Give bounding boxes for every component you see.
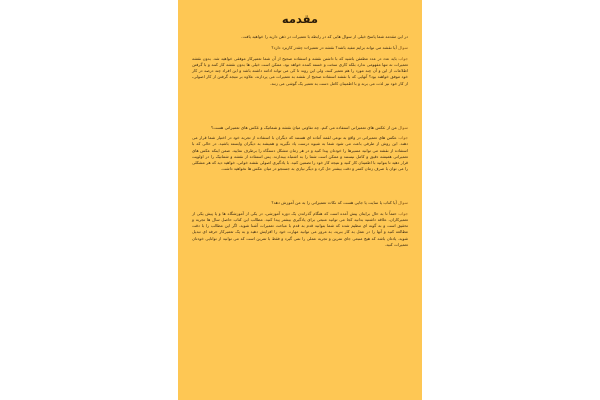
question-text: من از عکس های تعمیراتی استفاده می کنم. چه تفاوتی میان نقشه و شماتیک و عکس های تعمیراتی هست؟ (210, 124, 397, 130)
question-text: آیا نقشه می توانه برایم مفید باشد؟ نقشه در تعمیرات چقدر کاربرد دارد؟ (271, 45, 397, 51)
answer-1 (192, 56, 408, 87)
faq-item-2 (192, 125, 408, 173)
answer-2 (192, 135, 408, 172)
faq-item-3 (192, 200, 408, 248)
question-label: سوال (398, 45, 408, 51)
document-page (178, 0, 422, 400)
answer-text: حتماً تا به حال برایتان پیش آمده است که هنگام گذراندن یک دوره آموزشی، در یکی از آموزشگاه ها و یا پیش یکی از تعمیرکاران، علاقه داشتید بدانید کجا می توانید منبعی برای یادگیری بیشتر پیدا کنید. مطالب این کتاب حاصل سال ها تجربه و تحقیق است و به گونه ای تنظیم شده که شما بتوانید قدم به قدم با مباحث تعمیرات آشنا شوید. اگر این مطالب را با دقت مطالعه کنید و آنها را در عمل به کار ببرید، به مرور می توانید مهارت خود را افزایش دهید و به یک تعمیرکار حرفه ای تبدیل شوید. یادتان باشد که هیچ منبعی جای تمرین و تجربه عملی را نمی گیرد و فقط با تمرین است که می توانید از توانایی خودتان تعمیرات کنید. (192, 210, 408, 247)
page-title: مقدمه (281, 12, 319, 26)
intro-paragraph: در این مقدمه شما پاسخ خیلی از سوال هایی که در رابطه با تعمیرات در ذهن دارید را خواهید یافت. (241, 34, 408, 39)
question-label: سوال (398, 200, 408, 206)
question-2 (192, 125, 408, 131)
question-label: سوال (398, 124, 408, 130)
question-3 (192, 200, 408, 206)
question-1 (192, 45, 408, 51)
faq-item-1 (192, 45, 408, 86)
question-text: آیا کتاب یا سایت یا جایی هست که نکات تعمیراتی را به من آموزش دهد؟ (271, 200, 397, 206)
answer-text: عکس های تعمیراتی در واقع به نوعی لقمه آماده ای هستند که دیگران با استفاده از تجربه خود در اختیار شما قرار می دهند. این روش از طرفی باعث می شود شما به شیوه درست یاد نگیرید و همیشه به دیگران وابسته باشید. در حالی که با استفاده از نقشه می توانید مسیرها را خودتان پیدا کنید و در هر زمان مشکل دستگاه را برطرف نمایید. ضمن اینکه عکس های تعمیراتی همیشه دقیق و کامل نیستند و ممکن است شما را به اشتباه بیندازند. پس استفاده از نقشه و شماتیک را در اولویت قرار دهید تا بتوانید با اطمینان کار کنید و نتیجه کار خود را تضمین کنید. با یادگیری اصولی نقشه خوانی، خواهید دید که هر مشکلی را می توان با صرف زمان کمتر و دقت بیشتر حل کرد و دیگر نیازی به جستجو در میان عکس ها نخواهید داشت. (192, 135, 408, 172)
spacer (192, 87, 408, 125)
spacer (192, 172, 408, 200)
answer-label: جواب (398, 135, 408, 141)
answer-label: جواب (398, 55, 408, 61)
answer-label: جواب (398, 210, 408, 216)
answer-3 (192, 211, 408, 248)
answer-text: باید عدد در عدد مطمئن باشید که با داشتن نقشه و استفاده صحیح از آن شما تعمیرکار موفقی خواهید شد. بدون نقشه تعمیرات نه تنها مفهومی ندارد بلکه کاری سخت و خسته کننده خواهد بود. ممکن است خیلی ها بدون نقشه کار کنند و با گرفتن اطلاعات از این و آن چند مورد را هم تعمیر کنند، ولی این روند تا کی می تواند ادامه داشته باشد و این افراد چند درصد در کار خود موفق خواهند بود؟ آنهایی که با نقشه استفاده صحیح از نقشه به تعمیرات می پردازند، علاوه بر نتیجه گرفتن از کار اصولی، از کار خود نیز لذت می برند و با اطمینان کامل دست به تعمیر یک گوشی می زنند. (192, 55, 408, 86)
